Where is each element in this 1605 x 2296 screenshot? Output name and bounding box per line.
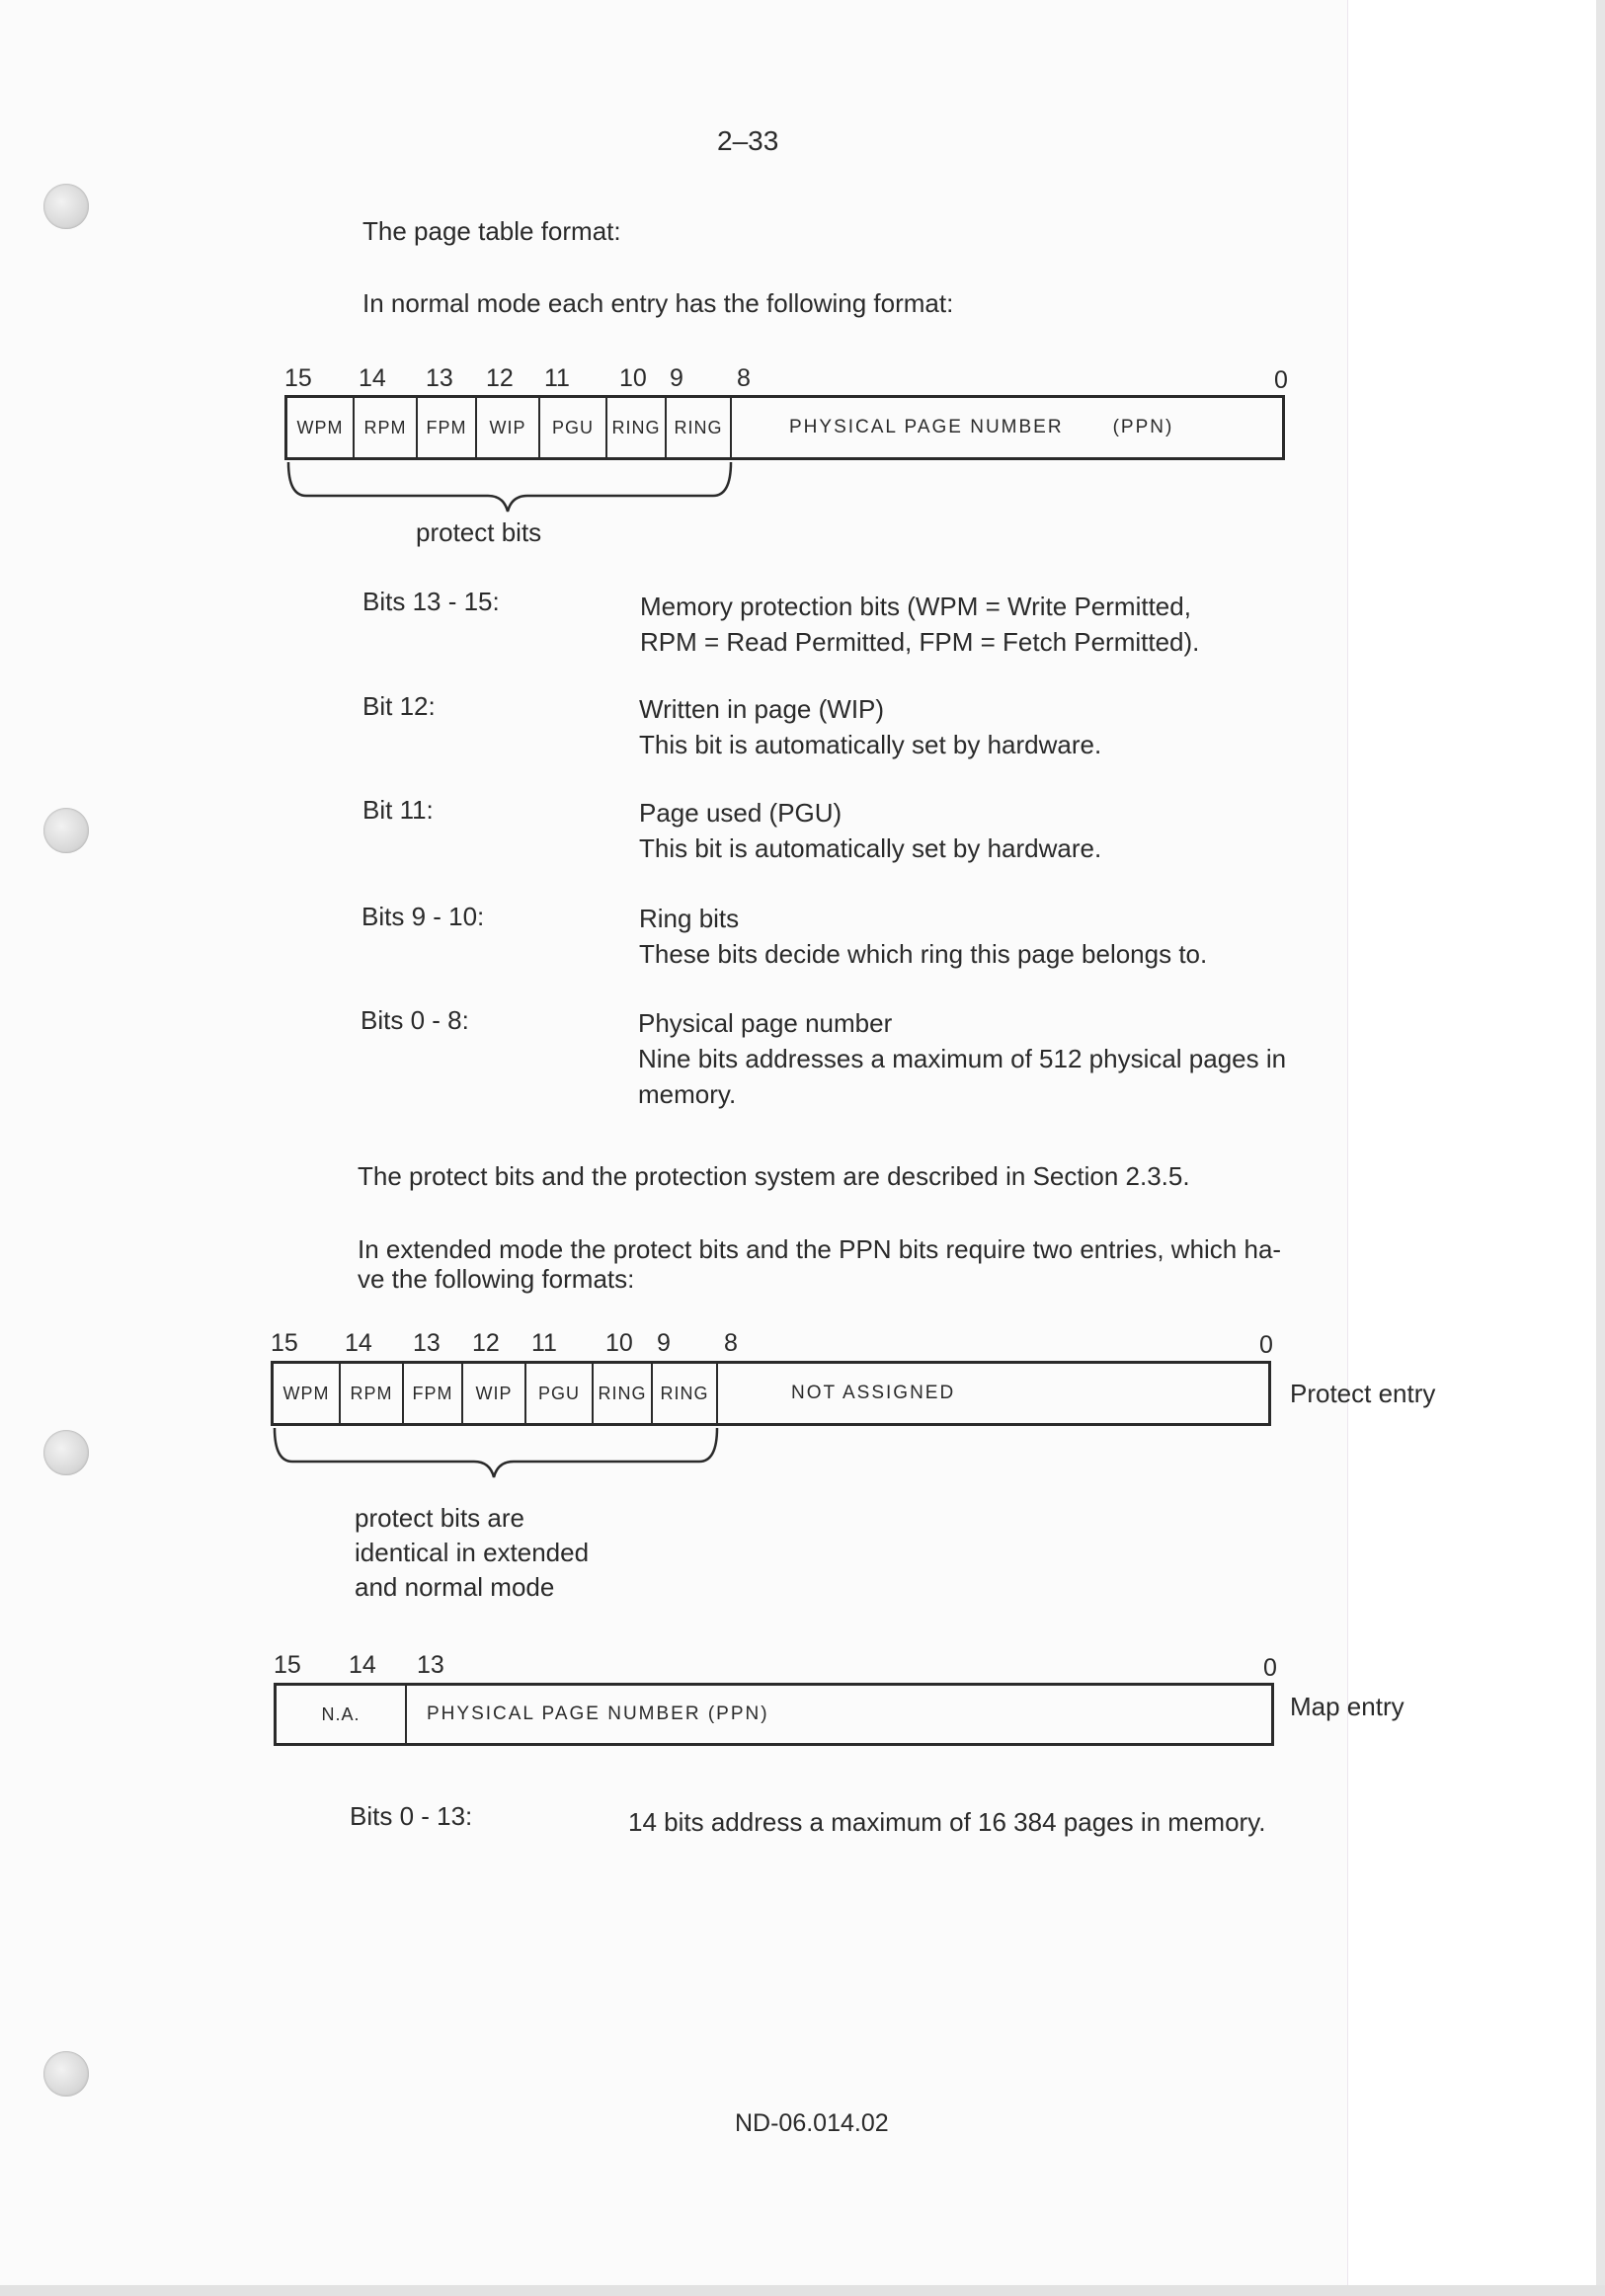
bit-number: 8 (737, 364, 751, 392)
cell-ring: RING (667, 398, 732, 457)
cell-fpm: FPM (404, 1364, 463, 1423)
description-line: This bit is automatically set by hardware. (639, 730, 1102, 759)
bit-number: 0 (1274, 366, 1288, 394)
intro-line-1: The page table format: (362, 216, 621, 246)
bit-number: 10 (605, 1329, 633, 1357)
note-line: identical in extended (355, 1538, 590, 1567)
bit-number: 13 (413, 1329, 441, 1357)
extended-mode-paragraph-line-2: ve the following formats: (358, 1264, 635, 1294)
bit-number: 12 (486, 364, 514, 392)
cell-rpm: RPM (341, 1364, 404, 1423)
cell-ring: RING (607, 398, 667, 457)
bits-label: Bit 11: (362, 795, 434, 825)
page-right-margin (1347, 0, 1605, 2296)
bit-number: 0 (1259, 1331, 1273, 1359)
normal-format-register (284, 395, 1285, 460)
bit-number: 14 (349, 1651, 376, 1679)
bits-label: Bits 13 - 15: (362, 587, 500, 616)
description-line: Written in page (WIP) (639, 694, 885, 724)
page-bottom-edge (0, 2285, 1605, 2296)
bit-number: 13 (426, 364, 453, 392)
bits-description (638, 1005, 1286, 1112)
description-line: These bits decide which ring this page belongs to. (639, 939, 1208, 969)
intro-line-2: In normal mode each entry has the following format: (362, 288, 954, 318)
protect-bits-label: protect bits (416, 517, 542, 547)
bit-number: 10 (619, 364, 647, 392)
bit-number: 0 (1263, 1654, 1277, 1682)
bit-number: 15 (274, 1651, 301, 1679)
description-line: RPM = Read Permitted, FPM = Fetch Permitted). (640, 627, 1200, 657)
punch-hole (43, 184, 89, 229)
page-right-edge (1596, 0, 1605, 2296)
bits-description (639, 795, 1101, 866)
cell-wpm: WPM (274, 1364, 341, 1423)
protect-entry-label: Protect entry (1290, 1379, 1436, 1408)
bit-number: 13 (417, 1651, 444, 1679)
map-entry-label: Map entry (1290, 1692, 1404, 1721)
description-line: Physical page number (638, 1008, 893, 1038)
final-bits-label: Bits 0 - 13: (350, 1801, 473, 1831)
cell-wip: WIP (463, 1364, 526, 1423)
bit-number: 11 (531, 1329, 557, 1357)
bits-label: Bits 0 - 8: (361, 1005, 469, 1035)
document-code: ND-06.014.02 (735, 2109, 889, 2137)
bit-number: 9 (670, 364, 683, 392)
punch-hole (43, 1430, 89, 1475)
cell-rpm: RPM (355, 398, 418, 457)
protect-bits-brace (284, 460, 739, 519)
bit-number: 14 (345, 1329, 372, 1357)
description-line: memory. (638, 1079, 737, 1109)
punch-hole (43, 2051, 89, 2097)
final-bits-description: 14 bits address a maximum of 16 384 pages in memory. (628, 1807, 1266, 1837)
description-line: Ring bits (639, 904, 740, 933)
cell-fpm: FPM (418, 398, 477, 457)
punch-hole (43, 808, 89, 853)
note-line: protect bits are (355, 1503, 524, 1533)
protect-reference-paragraph: The protect bits and the protection system are described in Section 2.3.5. (358, 1161, 1190, 1191)
cell-pgu: PGU (526, 1364, 594, 1423)
bit-number: 11 (544, 364, 570, 392)
description-line: Page used (PGU) (639, 798, 843, 828)
cell-wip: WIP (477, 398, 540, 457)
bit-number: 8 (724, 1329, 738, 1357)
bits-label: Bit 12: (362, 691, 436, 721)
cell-wpm: WPM (287, 398, 355, 457)
not-assigned-field: NOT ASSIGNED (791, 1383, 956, 1403)
bits-description (640, 589, 1199, 660)
description-line: Nine bits addresses a maximum of 512 physical pages in (638, 1044, 1287, 1073)
ppn-field: PHYSICAL PAGE NUMBER (PPN) (427, 1703, 769, 1724)
description-line: This bit is automatically set by hardware. (639, 833, 1102, 863)
bits-description (639, 901, 1207, 972)
ppn-field-abbrev: (PPN) (1112, 417, 1174, 437)
protect-bits-note (355, 1501, 589, 1605)
ppn-field (789, 398, 1173, 457)
bit-number: 14 (359, 364, 386, 392)
bit-number: 15 (271, 1329, 298, 1357)
cell-ring: RING (594, 1364, 653, 1423)
bits-description (639, 691, 1101, 762)
bits-label: Bits 9 - 10: (361, 902, 485, 931)
protect-bits-brace (271, 1426, 725, 1485)
extended-mode-paragraph-line-1: In extended mode the protect bits and the PPN bits require two entries, which ha- (358, 1234, 1282, 1264)
protect-entry-register (271, 1361, 1271, 1426)
cell-na: N.A. (277, 1686, 407, 1743)
bit-number: 15 (284, 364, 312, 392)
bit-number: 12 (472, 1329, 500, 1357)
page-number: 2–33 (717, 125, 779, 156)
map-entry-register (274, 1683, 1274, 1746)
cell-pgu: PGU (540, 398, 607, 457)
ppn-field-label: PHYSICAL PAGE NUMBER (789, 417, 1064, 437)
cell-ring: RING (653, 1364, 718, 1423)
note-line: and normal mode (355, 1572, 555, 1602)
description-line: Memory protection bits (WPM = Write Permitted, (640, 592, 1191, 621)
bit-number: 9 (657, 1329, 671, 1357)
